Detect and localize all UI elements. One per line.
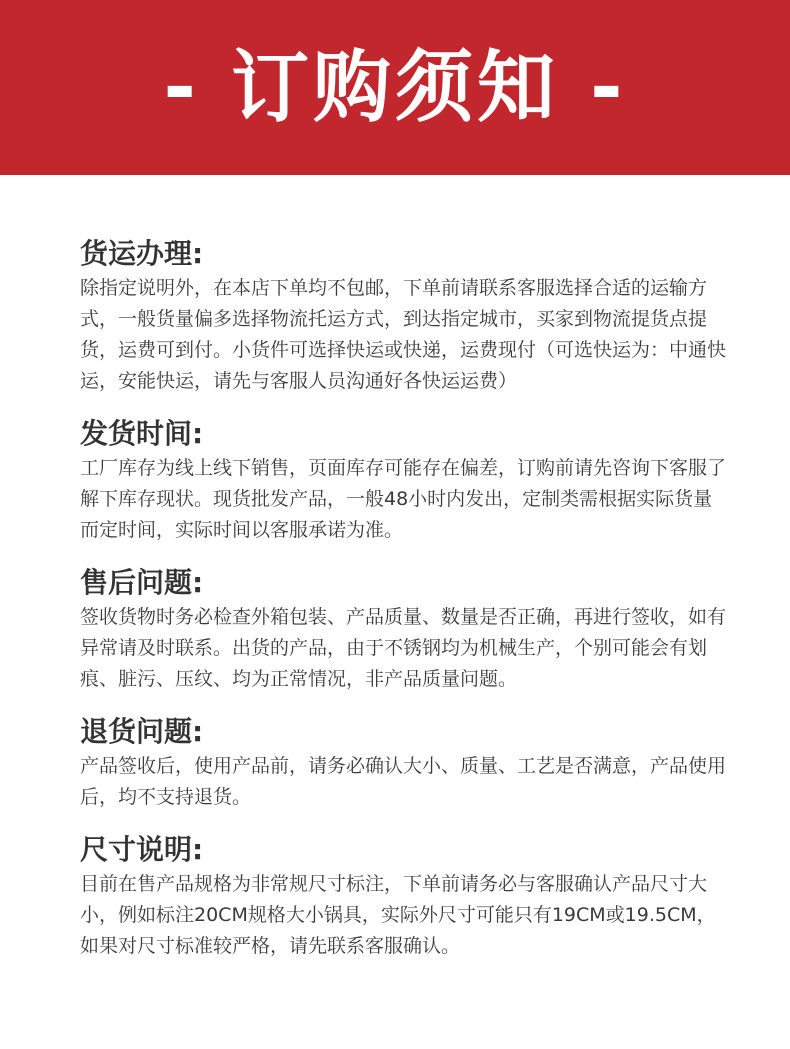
section-body-after-sales: 签收货物时务必检查外箱包装、产品质量、数量是否正确，再进行签收，如有异常请及时联系。出货的产品，由于不锈钢均为机械生产，个别可能会有划痕、脏污、压纹、均为正常情况，非产品质量问题。 xyxy=(80,606,727,690)
section-size xyxy=(80,831,730,962)
section-title-returns: 退货问题: xyxy=(80,715,204,748)
section-shipping xyxy=(80,235,730,397)
header-banner xyxy=(0,0,790,175)
section-body-size: 目前在售产品规格为非常规尺寸标注，下单前请务必与客服确认产品尺寸大小，例如标注20CM规格大小锅具，实际外尺寸可能只有19CM或19.5CM，如果对尺寸标准较严格，请先联系客服确认。 xyxy=(80,873,716,957)
section-after-sales xyxy=(80,564,730,695)
section-body-shipping: 除指定说明外，在本店下单均不包邮，下单前请联系客服选择合适的运输方式，一般货量偏多选择物流托运方式，到达指定城市，买家到物流提货点提货，运费可到付。小货件可选择快运或快递，运费现付（可选快运为：中通快运，安能快运，请先与客服人员沟通好各快运运费） xyxy=(80,277,727,392)
section-title-delivery-time: 发货时间: xyxy=(80,417,204,450)
section-body-delivery-time: 工厂库存为线上线下销售，页面库存可能存在偏差，订购前请先咨询下客服了解下库存现状。现货批发产品，一般48小时内发出，定制类需根据实际货量而定时间，实际时间以客服承诺为准。 xyxy=(80,457,727,541)
notice-content xyxy=(0,175,730,962)
section-title-after-sales: 售后问题: xyxy=(80,566,204,599)
section-returns xyxy=(80,713,730,813)
section-title-shipping: 货运办理: xyxy=(80,237,204,270)
section-title-size: 尺寸说明: xyxy=(80,833,204,866)
section-delivery-time xyxy=(80,415,730,546)
section-body-returns: 产品签收后，使用产品前，请务必确认大小、质量、工艺是否满意，产品使用后，均不支持退货。 xyxy=(80,755,727,808)
page-title: - 订购须知 - xyxy=(163,42,627,133)
